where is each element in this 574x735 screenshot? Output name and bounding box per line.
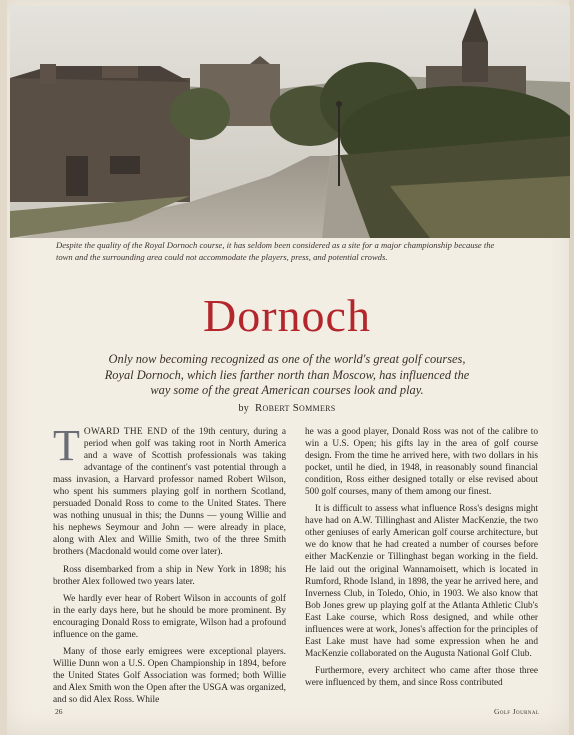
paragraph: he was a good player, Donald Ross was not of the calibre to win a U.S. Open; his gifts lay in the area of golf course design. From the time he arrived here, with two dollars in his pocket, until he died, in 1948, in reasonably sound financial condition, Ross either designed totally or else revised about 500 golf courses, many of them among our finest.	[305, 427, 538, 498]
dornoch-street-photo	[10, 6, 570, 238]
byline	[0, 402, 574, 414]
lead-text: of the 19th century, during a period when golf was taking root in North America and a wave of Scottish professionals was taking advantage of the continent's vast potential through a mass invasion, a Harvard professor named Robert Wilson, who spent his summers playing golf in northern Scotland, persuaded Donald Ross to come to the United States. There was nothing unusual in this; the Dunns — young Willie and his nephews Seymour and John — were already in place, along with Alex and Willie Smith, two of the three Smith brothers (Macdonald would come over later).	[53, 427, 286, 558]
paragraph: Furthermore, every architect who came after those three were influenced by them, and since Ross contributed	[305, 665, 538, 688]
page-number: 26	[55, 707, 63, 716]
paragraph	[53, 421, 286, 559]
article-column-left	[53, 421, 286, 711]
paragraph: We hardly ever hear of Robert Wilson in accounts of golf in the early days here, but he should be more prominent. By encouraging Donald Ross to emigrate, Wilson had a profound influence on the game.	[53, 593, 286, 640]
photo-caption: Despite the quality of the Royal Dornoch course, it has seldom been considered as a site for a major championship because the town and the surrounding area could not accommodate the players, press, and potential crowds.	[56, 240, 495, 262]
article-headline: Dornoch	[203, 290, 371, 341]
paragraph: It is difficult to assess what influence Ross's designs might have had on A.W. Tillinghast and Alister MacKenzie, the two other geniuses of early American golf course architecture, but we do know that he had created a number of courses before either MacKenzie or Tillinghast began working in the field. He laid out the original Wannamoisett, which is located in Rumford, Rhode Island, in 1898, the year he arrived here, and Inverness Club, in Toledo, Ohio, in 1903. We also know that Bob Jones grew up playing golf at the Atlanta Athletic Club's East Lake course, which Ross designed, and while other influences were at work, Jones's affection for the principles of East Lake must have had some expression when he and MacKenzie collaborated on the Augusta National Golf Club.	[305, 504, 538, 659]
drop-cap: T	[53, 421, 80, 470]
article-column-right	[305, 426, 538, 694]
article-deck: Only now becoming recognized as one of the world's great golf courses, Royal Dornoch, which lies farther north than Moscow, has influenced the way some of the great American courses look and play.	[104, 352, 470, 397]
byline-by: by	[238, 403, 250, 414]
publication-name: Golf Journal	[494, 707, 540, 716]
page-edge-left	[0, 0, 7, 735]
paragraph: Ross disembarked from a ship in New York in 1898; his brother Alex followed two years later.	[53, 564, 286, 587]
paragraph: Many of those early emigrees were exceptional players. Willie Dunn won a U.S. Open Championship in 1894, before the United States Golf Association was formed; both Willie and Alex Smith won the Open after the USGA was organized, and so did Alex Ross. While	[53, 646, 286, 705]
byline-author: Robert Sommers	[255, 402, 336, 414]
lead-in: OWARD THE END	[83, 427, 168, 437]
